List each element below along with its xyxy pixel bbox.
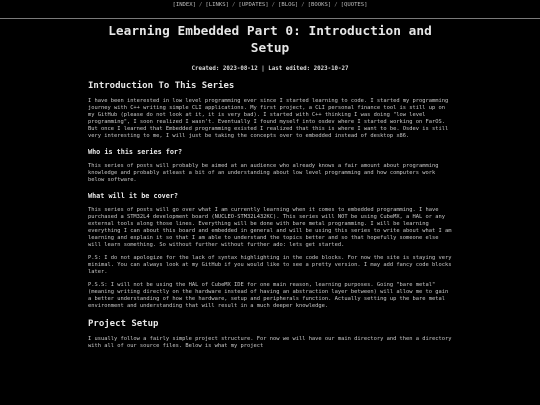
top-nav [0, 0, 540, 18]
paragraph-project-setup: I usually follow a fairly simple project structure. For now we will have our main directory and then a directory with all of our source files. Below is what my project [88, 336, 452, 349]
nav-link-updates[interactable]: [UPDATES] [238, 2, 269, 8]
nav-link-links[interactable]: [LINKS] [205, 2, 229, 8]
post-dates: Created: 2023-08-12 | Last edited: 2023-10-27 [191, 66, 349, 72]
heading-who-for: Who is this series for? [88, 148, 183, 156]
page-title: Learning Embedded Part 0: Introduction and Setup [108, 24, 432, 56]
nav-link-books[interactable]: [BOOKS] [307, 2, 332, 8]
heading-introduction: Introduction To This Series [88, 81, 235, 91]
paragraph-what-cover: This series of posts will go over what I am currently learning when it comes to embedded programming. I have purchased a STM32L4 development board (NUCLEO-STM32L432KC). This series will NOT be using CubeMX, a HAL or any external tools along those lines. Everything will be done with bare metal programming. I will be learning everything I can about this board and embedded in general and will be using this series to write about what I am learning and explain it so that I am able to understand the topics better and so that hopefully someone else will learn something. So without further without further ado: lets get started. [88, 207, 452, 248]
nav-separator: / [301, 2, 305, 8]
nav-link-blog[interactable]: [BLOG] [278, 2, 299, 8]
heading-project-setup: Project Setup [88, 319, 159, 329]
nav-link-quotes[interactable]: [QUOTES] [340, 2, 368, 8]
paragraph-ps: P.S: I do not apologize for the lack of syntax highlighting in the code blocks. For now the site is staying very minimal. You can always look at my GitHub if you would like to see a pretty version. I may add fancy code blocks later. [88, 255, 452, 275]
nav-link-index[interactable]: [INDEX] [172, 2, 197, 8]
nav-separator: / [199, 2, 203, 8]
nav-separator: / [231, 2, 236, 8]
paragraph-who-for: This series of posts will probably be aimed at an audience who already knows a fair amount about programming knowledge and probably atleast a bit of an understanding about low level programming and how computers work below software. [88, 163, 439, 183]
nav-separator: / [271, 2, 276, 8]
paragraph-pss: P.S.S: I will not be using the HAL of CubeMX IDE for one main reason, learning purposes. Going "bare metal" (meaning writing directly on the hardware instead of having an abstraction layer between) will allow me to gain a better understanding of how the hardware, setup and peripherals function. Actually setting up the bare metal environment and understanding that will result in a much deeper knowledge. [88, 282, 449, 309]
heading-what-cover: What will it be cover? [88, 192, 179, 200]
nav-divider [0, 18, 540, 19]
article [0, 23, 540, 350]
nav-separator: / [334, 2, 338, 8]
paragraph-introduction: I have been interested in low level programming ever since I started learning to code. I started my programming journey with C++ writing simple CLI applications. My first project, a CLI personal finance tool is still up on my GitHub (please do not look at it, it is very bad). I started with C++ thinking I was doing "low level programming", I soon realized I wasn't. Eventually I found myself into osdev where I started working on FarOS. But once I learned that Embedded programming existed I realized that this is where I want to be. Osdev is still very interesting to me, I will just be taking the concepts over to embedded instead of desktop x86. [88, 98, 449, 139]
